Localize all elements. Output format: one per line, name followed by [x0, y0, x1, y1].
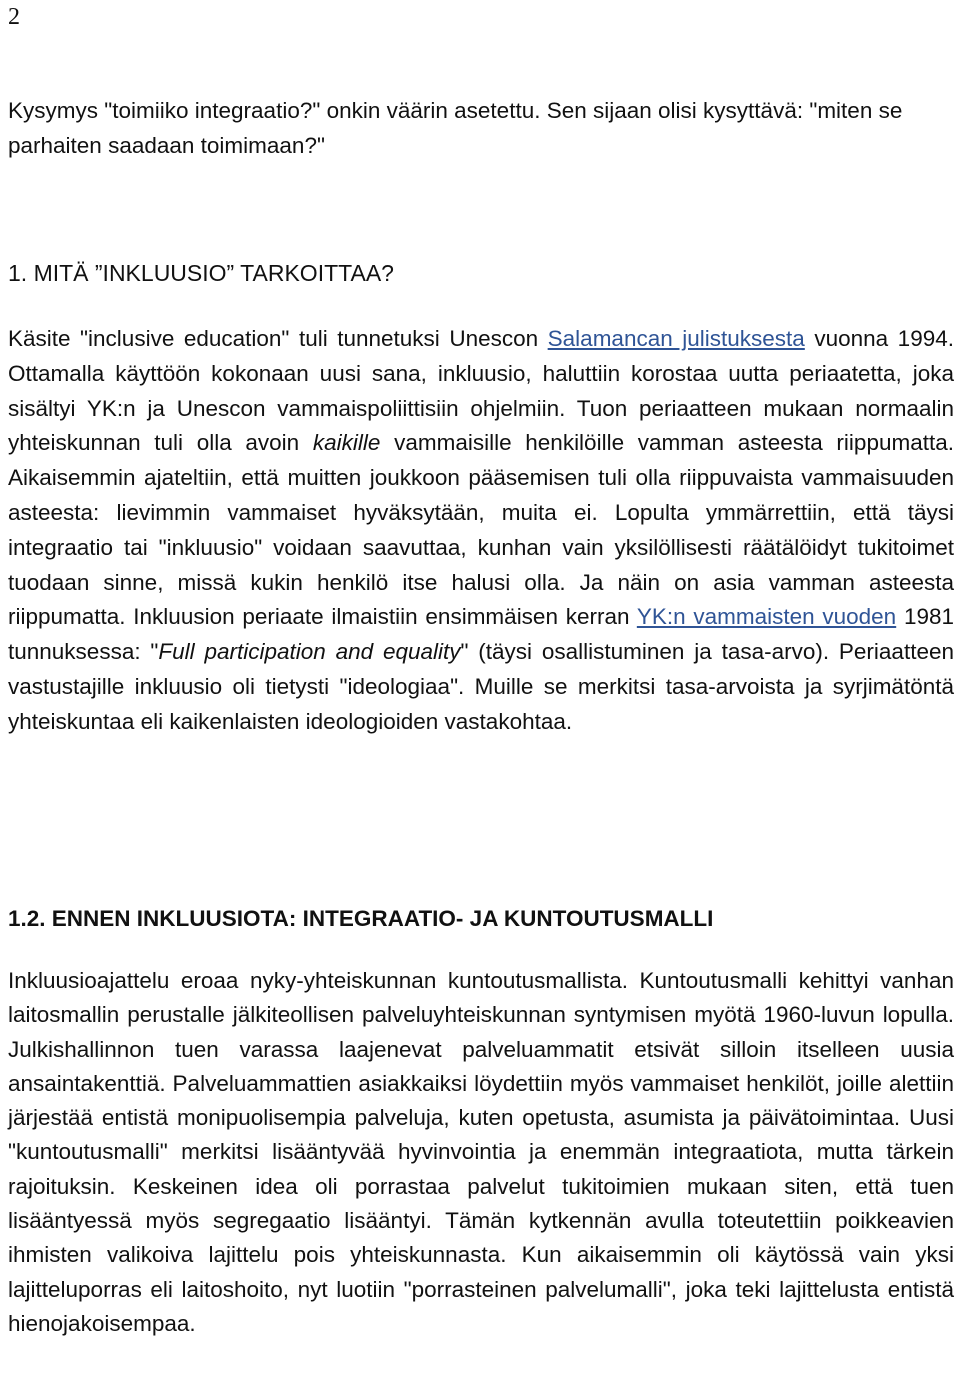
paragraph-text: 1981 tunnuksessa: " — [8, 604, 954, 665]
section-1-paragraph — [8, 322, 954, 740]
section-heading-2: 1.2. ENNEN INKLUUSIOTA: INTEGRAATIO- JA KUNTOUTUSMALLI — [8, 906, 714, 931]
salamanca-link[interactable]: Salamancan julistuksesta — [547, 326, 805, 351]
intro-paragraph: Kysymys "toimiiko integraatio?" onkin väärin asetettu. Sen sijaan olisi kysyttävä: "miten se parhaiten saadaan toimimaan?" — [8, 98, 903, 158]
section-heading-1: 1. MITÄ ”INKLUUSIO” TARKOITTAA? — [8, 260, 394, 286]
paragraph-text: " (täysi osallistuminen ja tasa-arvo). Periaatteen vastustajille inkluusio oli tietysti "ideologiaa". Muille se merkitsi tasa-arvoista ja syrjimätöntä yhteiskuntaa eli kaikenlaisten ideologioiden vastakohtaa. — [8, 639, 954, 734]
un-disabled-year-link[interactable]: YK:n vammaisten vuoden — [636, 604, 897, 630]
section-2-paragraph: Inkluusioajattelu eroaa nyky-yhteiskunnan kuntoutusmallista. Kuntoutusmalli kehittyi vanhan laitosmallin perustalle jälkiteollisen palveluyhteiskunnan syntymisen myötä 1960-luvun lopulla. Julkishallinnon tuen varassa laajenevat palveluammatit etsivät silloin itselleen uusia ansaintakenttiä. Palveluammattien asiakkaiksi löydettiin myös vammaiset henkilöt, joille alettiin järjestää entistä monipuolisempia palveluja, kuten opetusta, asumista ja päivätoimintaa. Uusi "kuntoutusmalli" merkitsi lisääntyvää hyvinvointia ja enemmän integraatiota, mutta tärkein rajoituksin. Keskeinen idea oli porrastaa palvelut tukitoimien mukaan siten, että tuen lisääntyessä myös segregaatio lisääntyi. Tämän kytkennän avulla toteutettiin poikkeavien ihmisten valikoiva lajittelu pois yhteiskunnasta. Kun aikaisemmin oli käytössä vain yksi lajitteluporras eli laitoshoito, nyt luotiin "porrasteinen palvelumalli", joka teki lajittelusta entistä hienojakoisempaa. — [8, 968, 954, 1336]
paragraph-text: vammaisille henkilöille vamman asteesta riippumatta. Aikaisemmin ajateltiin, että muitten joukkoon pääsemisen tuli olla riippuvaista vammaisuuden asteesta: lievimmin vammaiset hyväksytään, muita ei. Lopulta ymmärrettiin, että täysi integraatio tai "inkluusio" voidaan saavuttaa, kunhan vain yksilöllisesti räätälöidyt tukitoimet tuodaan sinne, missä kukin henkilö itse halusi olla. Ja näin on asia vamman asteesta riippumatta. Inkluusion periaate ilmaistiin ensimmäisen kerran — [8, 430, 954, 630]
paragraph-text: vuonna 1994. Ottamalla käyttöön kokonaan uusi sana, inkluusio, haluttiin korostaa uutta periaatetta, joka sisältyi YK:n ja Unescon vammaispoliittisiin ohjelmiin. Tuon periaatteen mukaan normaalin yhteiskunnan tuli olla avoin — [8, 326, 954, 456]
paragraph-text: Käsite "inclusive education" tuli tunnetuksi Unescon — [8, 326, 548, 351]
page-number: 2 — [8, 4, 20, 30]
emphasis-motto: Full participation and equality — [158, 639, 461, 665]
emphasis-kaikille: kaikille — [312, 430, 381, 456]
